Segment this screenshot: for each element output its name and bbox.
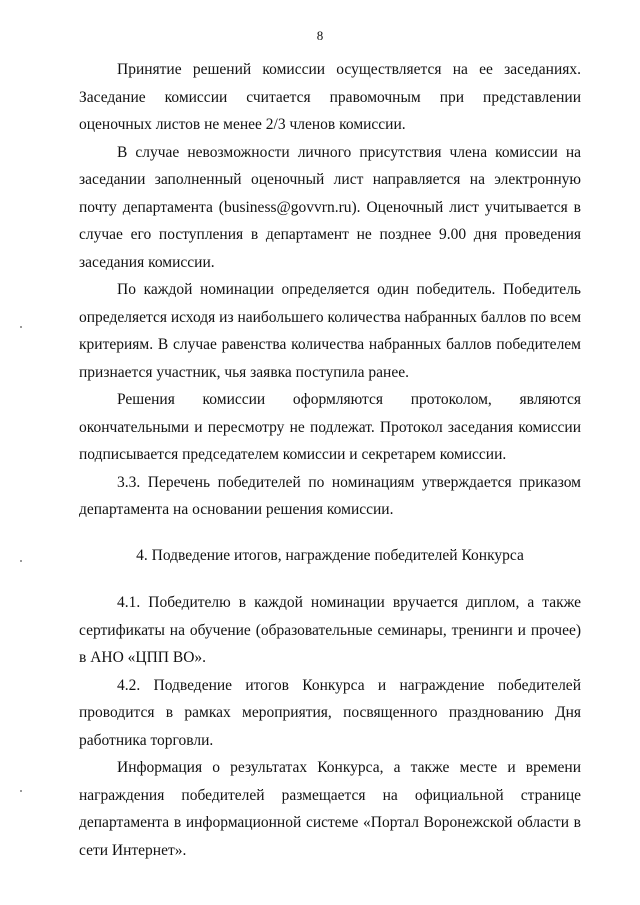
document-body — [79, 56, 581, 864]
paragraph-winner-selection: По каждой номинации определяется один победитель. Победитель определяется исходя из наибольшего количества набранных баллов по всем критериям. В случае равенства количества набранных баллов победителем признается участник, чья заявка поступила ранее. — [79, 281, 582, 381]
margin-mark — [20, 326, 22, 328]
paragraph-results-info: Информация о результатах Конкурса, а также месте и времени награждения победителей размещается на официальной странице департамента в информационной системе «Портал Воронежской области в сети Интернет». — [79, 759, 581, 859]
paragraph-4-2: 4.2. Подведение итогов Конкурса и награждение победителей проводится в рамках мероприятия, посвященного празднованию Дня работника торговли. — [79, 676, 581, 749]
page-number: 8 — [316, 28, 324, 43]
paragraph-decision-making: Принятие решений комиссии осуществляется на ее заседаниях. Заседание комиссии считается правомочным при представлении оценочных листов не менее 2/3 членов комиссии. — [79, 61, 581, 133]
margin-mark — [20, 790, 22, 792]
paragraph-protocol: Решения комиссии оформляются протоколом, являются окончательными и пересмотру не подлежат. Протокол заседания комиссии подписывается председателем комиссии и секретарем комиссии. — [79, 391, 581, 463]
section-4-heading: 4. Подведение итогов, награждение победителей Конкурса — [136, 546, 524, 564]
paragraph-absent-member: В случае невозможности личного присутствия члена комиссии на заседании заполненный оценочный лист направляется на электронную почту департамента (business@govvrn.ru). Оценочный лист учитывается в случае его поступления в департамент не позднее 9.00 дня проведения заседания комиссии. — [79, 143, 581, 271]
paragraph-4-1: 4.1. Победителю в каждой номинации вручается диплом, а также сертификаты на обучение (образовательные семинары, тренинги и прочее) в АНО «ЦПП ВО». — [79, 594, 581, 666]
paragraph-3-3: 3.3. Перечень победителей по номинациям утверждается приказом департамента на основании решения комиссии. — [79, 473, 581, 518]
margin-mark — [20, 560, 22, 562]
